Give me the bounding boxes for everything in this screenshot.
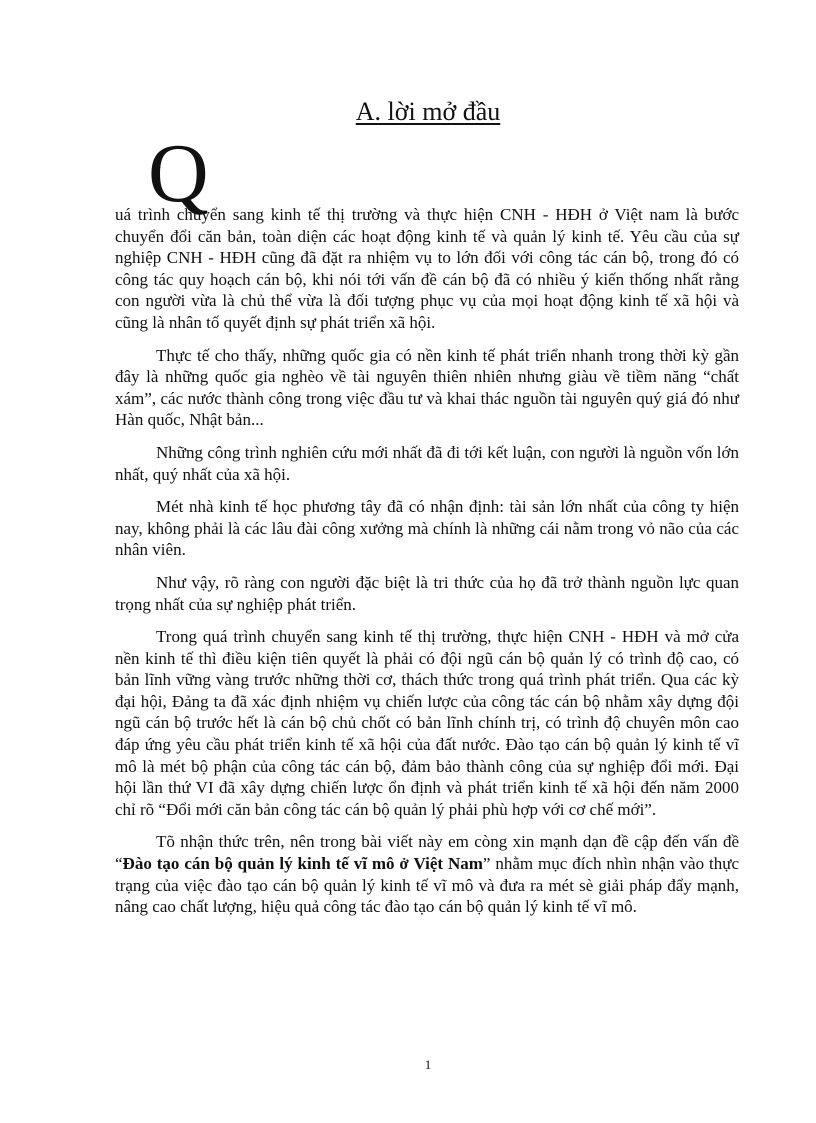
paragraph-7 xyxy=(115,831,739,917)
paragraph-2: Thực tế cho thấy, những quốc gia có nền kinh tế phát triển nhanh trong thời kỳ gần đây là những quốc gia nghèo về tài nguyên thiên nhiên nhưng giàu về tiềm năng “chất xám”, các nước thành công trong việc đầu tư và khai thác nguồn tài nguyên quý giá đó như Hàn quốc, Nhật bản... xyxy=(115,345,739,430)
page-number: 1 xyxy=(424,1057,432,1072)
page-title: A. lời mở đầu xyxy=(355,97,501,126)
paragraph-3: Những công trình nghiên cứu mới nhất đã đi tới kết luận, con người là nguồn vốn lớn nhất, quý nhất của xã hội. xyxy=(115,442,739,484)
paragraph-7-rest: ” nhằm mục đích nhìn nhận vào thực trạng của việc đào tạo cán bộ quản lý kinh tế vĩ mô và đưa ra mét sè giải pháp đẩy mạnh, nâng cao chất lượng, hiệu quả công tác đào tạo cán bộ quản lý kinh tế vĩ mô. xyxy=(115,854,739,917)
body-text xyxy=(115,204,739,929)
paragraph-7-intro: Tõ nhận thức trên, nên trong bài viết này em còng xin mạnh dạn đề cập đến vấn đề “ xyxy=(115,832,739,874)
paragraph-6: Trong quá trình chuyển sang kinh tế thị trường, thực hiện CNH - HĐH và mở cửa nền kinh tế thì điều kiện tiên quyết là phải có đội ngũ cán bộ quản lý có trình độ cao, có bản lĩnh vững vàng trước những thời cơ, thách thức trong quá trình phát triển. Qua các kỳ đại hội, Đảng ta đã xác định nhiệm vụ chiến lược của công tác cán bộ nhằm xây dựng đội ngũ cán bộ trước hết là cán bộ chủ chốt có bản lĩnh chính trị, có trình độ chuyên môn cao đáp ứng yêu cầu phát triển kinh tế xã hội của đất nước. Đào tạo cán bộ quản lý kinh tế vĩ mô là mét bộ phận của công tác cán bộ, đảm bảo thành công của sự nghiệp đổi mới. Đại hội lần thứ VI đã xây dựng chiến lược ổn định và phát triển kinh tế xã hội đến năm 2000 chỉ rõ “Đổi mới căn bản công tác cán bộ quản lý phải phù hợp với cơ chế mới”. xyxy=(115,627,739,819)
paragraph-1: uá trình chuyển sang kinh tế thị trường và thực hiện CNH - HĐH ở Việt nam là bước chuyển đổi căn bản, toàn diện các hoạt động kinh tế và quản lý kinh tế. Yêu cầu của sự nghiệp CNH - HĐH cũng đã đặt ra nhiệm vụ to lớn đối với công tác cán bộ, trong đó có công tác quy hoạch cán bộ, khi nói tới vấn đề cán bộ đã có nhiều ý kiến thống nhất rằng con người vừa là chủ thể vừa là đối tượng phục vụ của mọi hoạt động kinh tế xã hội và cũng là nhân tố quyết định sự phát triển xã hội. xyxy=(115,205,739,332)
essay-topic: Đào tạo cán bộ quản lý kinh tế vĩ mô ở Việt Nam xyxy=(122,854,483,874)
paragraph-5: Như vậy, rõ ràng con người đặc biệt là tri thức của họ đã trở thành nguồn lực quan trọng nhất của sự nghiệp phát triển. xyxy=(115,572,739,614)
drop-cap: Q xyxy=(148,127,209,220)
paragraph-4: Mét nhà kinh tế học phương tây đã có nhận định: tài sản lớn nhất của công ty hiện nay, không phải là các lâu đài công xưởng mà chính là những cái nằm trong vỏ não của các nhân viên. xyxy=(115,497,739,560)
